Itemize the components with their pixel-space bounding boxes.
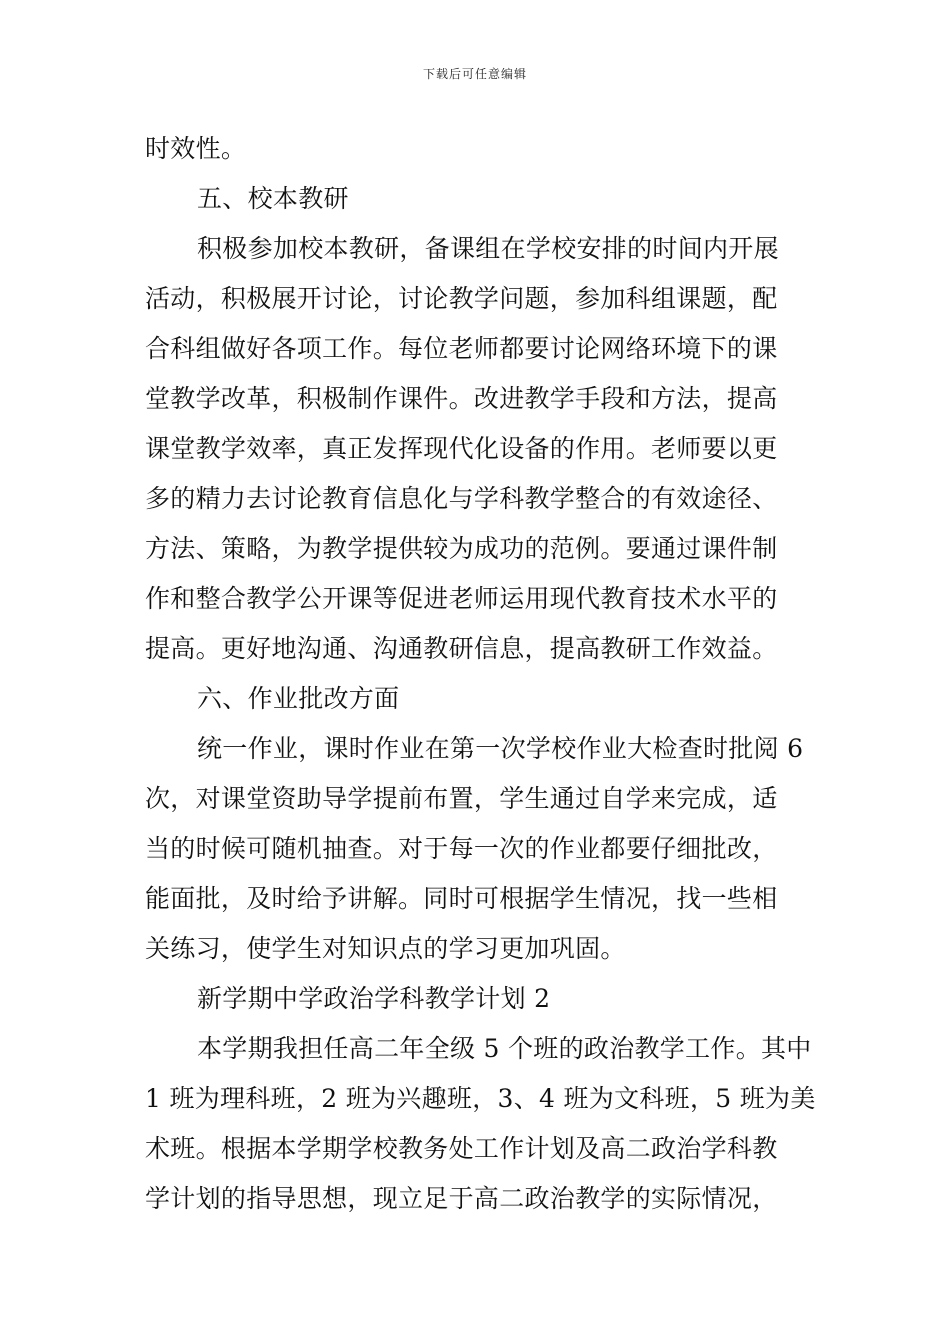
section-heading: 五、校本教研 <box>197 184 349 213</box>
text-line: 时效性。 <box>145 134 247 163</box>
text-line: 术班。根据本学期学校教务处工作计划及高二政治学科教 <box>145 1134 778 1163</box>
text-line: 活动，积极展开讨论，讨论教学问题，参加科组课题，配 <box>145 284 778 313</box>
text-line: 当的时候可随机抽查。对于每一次的作业都要仔细批改， <box>145 834 778 863</box>
page-header: 下载后可任意编辑 <box>422 67 527 81</box>
document-body <box>145 124 815 1224</box>
text-line: 课堂教学效率，真正发挥现代化设备的作用。老师要以更 <box>145 434 778 463</box>
text-line: 本学期我担任高二年全级 5 个班的政治教学工作。其中 <box>197 1034 812 1063</box>
text-line: 1 班为理科班，2 班为兴趣班，3、4 班为文科班，5 班为美 <box>145 1084 816 1113</box>
text-line: 作和整合教学公开课等促进老师运用现代教育技术水平的 <box>145 584 778 613</box>
text-line: 多的精力去讨论教育信息化与学科教学整合的有效途径、 <box>145 484 778 513</box>
text-line: 能面批，及时给予讲解。同时可根据学生情况，找一些相 <box>145 884 778 913</box>
text-line: 提高。更好地沟通、沟通教研信息，提高教研工作效益。 <box>145 634 778 663</box>
document-title: 新学期中学政治学科教学计划 2 <box>197 984 551 1013</box>
section-heading: 六、作业批改方面 <box>197 684 400 713</box>
text-line: 关练习，使学生对知识点的学习更加巩固。 <box>145 934 626 963</box>
text-line: 堂教学改革，积极制作课件。改进教学手段和方法，提高 <box>145 384 778 413</box>
text-line: 合科组做好各项工作。每位老师都要讨论网络环境下的课 <box>145 334 778 363</box>
text-line: 方法、策略，为教学提供较为成功的范例。要通过课件制 <box>145 534 778 563</box>
text-line: 积极参加校本教研，备课组在学校安排的时间内开展 <box>197 234 779 263</box>
text-line: 统一作业，课时作业在第一次学校作业大检查时批阅 6 <box>197 734 804 763</box>
text-line: 学计划的指导思想，现立足于高二政治教学的实际情况， <box>145 1184 778 1213</box>
text-line: 次，对课堂资助导学提前布置，学生通过自学来完成，适 <box>145 784 778 813</box>
